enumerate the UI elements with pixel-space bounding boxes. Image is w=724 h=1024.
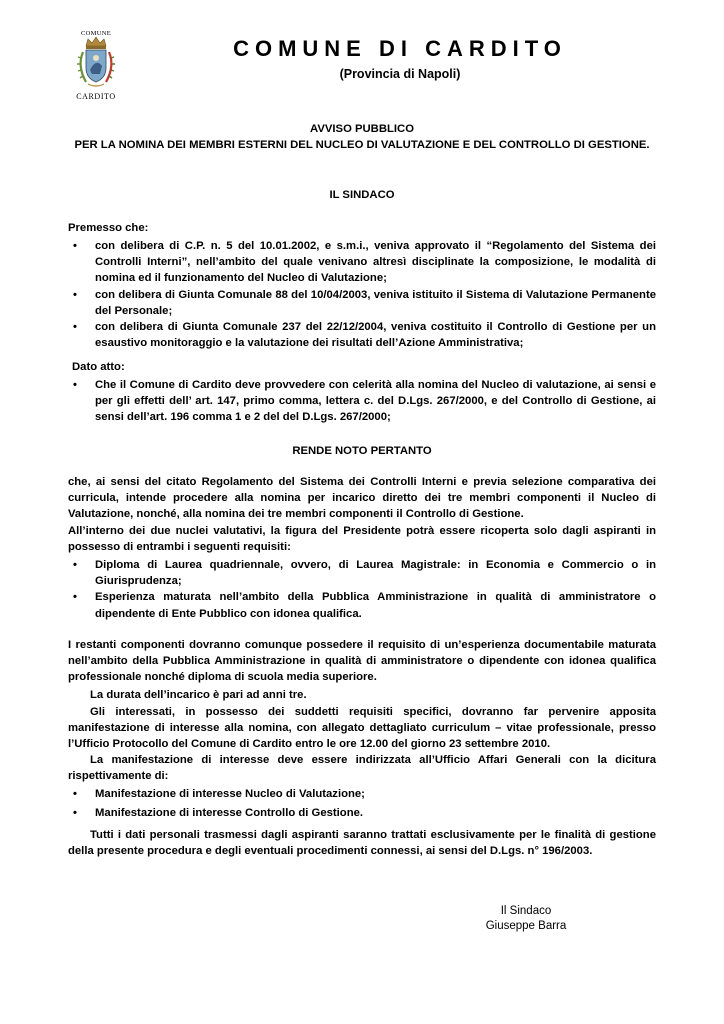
rende-noto-paragraph-4: La durata dell’incarico è pari ad anni tre.	[90, 689, 307, 701]
premesso-list	[68, 238, 656, 351]
list-item: • Che il Comune di Cardito deve provvedere con celerità alla nomina del Nucleo di valutazione, ai sensi e per gli effetti dell’ art. 147, primo comma, lettera c. del D.Lgs. 267/2000, e del Controllo di Gestione, ai sensi dell’art. 196 comma 1 e 2 del del D.Lgs. 267/2000;	[68, 377, 656, 426]
list-item: • Manifestazione di interesse Controllo di Gestione.	[68, 805, 656, 821]
rende-noto-paragraph-6: La manifestazione di interesse deve essere indirizzata all’Ufficio Affari Generali con la dicitura rispettivamente di:	[68, 754, 656, 783]
premesso-label: Premesso che:	[68, 222, 149, 234]
page-subtitle: (Provincia di Napoli)	[339, 67, 461, 81]
notice-subheading: PER LA NOMINA DEI MEMBRI ESTERNI DEL NUCLEO DI VALUTAZIONE E DEL CONTROLLO DI GESTIONE.	[74, 139, 650, 151]
dato-atto-list	[68, 377, 656, 426]
subjects-list	[68, 786, 656, 821]
notice-heading: AVVISO PUBBLICO	[310, 123, 414, 135]
signature-block	[476, 904, 576, 934]
issuer-heading: IL SINDACO	[329, 189, 395, 201]
signature-role: Il Sindaco	[500, 905, 552, 917]
rende-noto-paragraph-3: I restanti componenti dovranno comunque possedere il requisito di un’esperienza documentabile maturata nell’ambito della Pubblica Amministrazione in qualità di amministratore o dipendente con idonea qualifica professionale nonché diploma di scuola media superiore.	[68, 639, 656, 684]
list-item: • Manifestazione di interesse Nucleo di Valutazione;	[68, 786, 656, 802]
rende-noto-paragraph-2: All’interno dei due nuclei valutativi, la figura del Presidente potrà essere ricoperta solo dagli aspiranti in possesso di entrambi i seguenti requisiti:	[68, 525, 656, 554]
list-item: • con delibera di Giunta Comunale 237 del 22/12/2004, veniva costituito il Controllo di Gestione per un esaustivo monitoraggio e la valutazione dei risultati dell’Azione Amministrativa;	[68, 319, 656, 351]
list-item: • con delibera di C.P. n. 5 del 10.01.2002, e s.m.i., veniva approvato il “Regolamento del Sistema dei Controlli Interni”, nell’ambito del quale venivano altresì disciplinate la composizione, le modalità di nomina ed il funzionamento del Nucleo di Valutazione;	[68, 238, 656, 287]
list-item: • Diploma di Laurea quadriennale, ovvero, di Laurea Magistrale: in Economia e Commercio o in Giurisprudenza;	[68, 557, 656, 589]
rende-noto-heading: RENDE NOTO PERTANTO	[292, 445, 432, 457]
rende-noto-paragraph-1: che, ai sensi del citato Regolamento del Sistema dei Controlli Interni e previa selezione comparativa dei curricula, intende procedere alla nomina per incarico diretto dei tre membri componenti il Nucleo di Valutazione, nonché, alla nomina dei tre membri componenti il Controllo di Gestione.	[68, 476, 656, 521]
emblem-top-text: COMUNE	[81, 30, 111, 37]
list-item: • Esperienza maturata nell’ambito della Pubblica Amministrazione in qualità di amministratore o dipendente di Ente Pubblico con idonea qualifica.	[68, 589, 656, 621]
list-item: • con delibera di Giunta Comunale 88 del 10/04/2003, veniva istituito il Sistema di Valutazione Permanente del Personale;	[68, 287, 656, 319]
signature-name: Giuseppe Barra	[485, 920, 567, 932]
page-title: COMUNE DI CARDITO	[233, 36, 567, 61]
rende-noto-paragraph-5: Gli interessati, in possesso dei suddetti requisiti specifici, dovranno far pervenire apposita manifestazione di interesse alla nomina, con allegato dettagliato curriculum – vitae professionale, presso l’Ufficio Protocollo del Comune di Cardito entro le ore 12.00 del giorno 23 settembre 2010.	[68, 706, 656, 751]
comune-emblem	[68, 30, 124, 102]
emblem-bottom-text: CARDITO	[76, 92, 116, 101]
dato-atto-label: Dato atto:	[72, 361, 125, 373]
rende-noto-paragraph-7: Tutti i dati personali trasmessi dagli aspiranti saranno trattati esclusivamente per le finalità di gestione della presente procedura e degli eventuali procedimenti connessi, ai sensi del D.Lgs. n° 196/2003.	[68, 829, 656, 858]
coat-of-arms-icon	[74, 36, 118, 92]
requirements-list	[68, 557, 656, 622]
